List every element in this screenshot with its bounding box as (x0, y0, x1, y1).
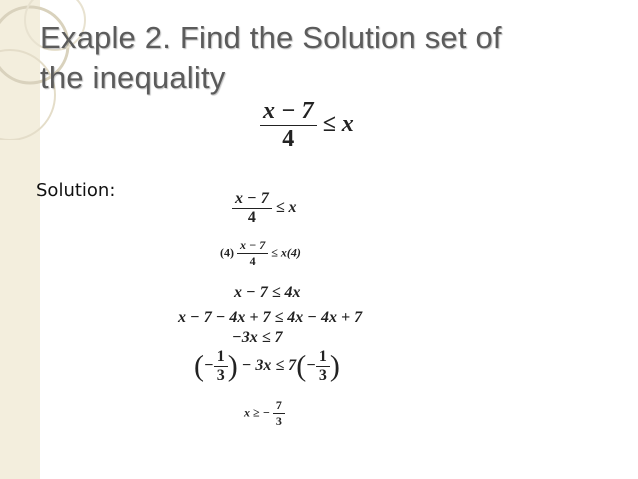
given-inequality (260, 98, 354, 153)
title-line-1: Exaple 2. Find the Solution set of (40, 20, 502, 55)
step-7-lhs: x ≥ − (244, 405, 270, 420)
step-6-paren-close-2: ) (329, 349, 340, 383)
step-2-numerator: x − 7 (237, 238, 268, 254)
slide-title (40, 18, 600, 98)
step-5: −3x ≤ 7 (232, 329, 283, 346)
step-1-numerator: x − 7 (232, 190, 272, 209)
step-7-numerator: 7 (273, 398, 285, 414)
step-1 (232, 190, 296, 227)
step-2-rhs: ≤ x(4) (271, 245, 301, 260)
step-6-paren-close-1: ) (227, 349, 238, 383)
step-6-denominator-1: 3 (216, 367, 225, 384)
step-2-lhs: (4) (220, 245, 234, 260)
step-7-denominator: 3 (275, 414, 282, 428)
step-1-denominator: 4 (247, 209, 256, 226)
step-6-denominator-2: 3 (318, 367, 327, 384)
step-2 (220, 238, 301, 269)
given-fraction (260, 98, 317, 153)
step-6-paren-open-2: ( (296, 349, 307, 383)
step-2-denominator: 4 (249, 254, 256, 268)
step-6-numerator-1: 1 (214, 348, 228, 367)
step-6-sign-1: − (204, 357, 214, 375)
step-4: x − 7 − 4x + 7 ≤ 4x − 4x + 7 (178, 309, 363, 326)
step-6-numerator-2: 1 (316, 348, 330, 367)
step-3: x − 7 ≤ 4x (234, 284, 301, 301)
given-numerator: x − 7 (260, 98, 317, 126)
step-6-middle: − 3x ≤ 7 (241, 357, 297, 375)
step-6-paren-open-1: ( (194, 349, 204, 383)
given-denominator: 4 (282, 126, 295, 152)
step-1-rhs: ≤ x (275, 199, 297, 217)
step-6-sign-2: − (306, 357, 316, 375)
step-6 (194, 348, 340, 385)
given-rhs: ≤ x (322, 111, 354, 138)
solution-label: Solution: (36, 180, 116, 201)
step-7 (244, 398, 285, 429)
title-line-2: the inequality (40, 60, 226, 95)
